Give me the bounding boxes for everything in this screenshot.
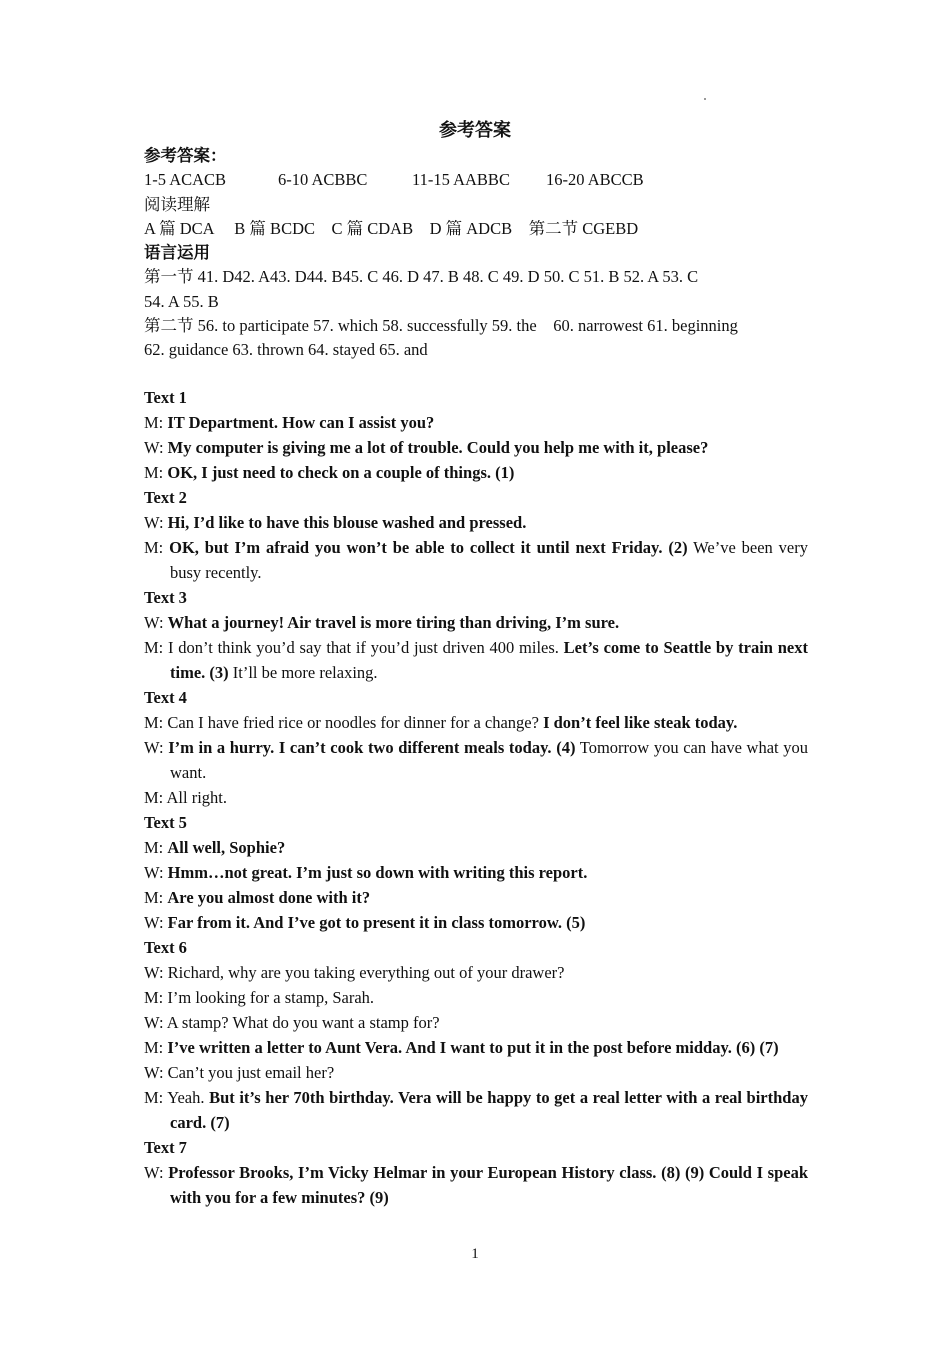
dialogue-line — [144, 460, 808, 485]
dialogue-line — [144, 635, 808, 685]
section1-answers-cont: 54. A 55. B — [144, 291, 219, 311]
dialogue-line — [144, 985, 808, 1010]
language-heading: 语言运用 — [144, 243, 210, 263]
speaker-label: M: — [144, 537, 170, 557]
speaker-label: W: — [144, 1062, 168, 1082]
speaker-label: M: — [144, 412, 168, 432]
dialogue-line — [144, 1035, 808, 1060]
answers-heading: 参考答案： — [144, 146, 227, 165]
dialogue-line — [144, 1010, 808, 1035]
section1-answers: 第一节 41. D42. A43. D44. B45. C 46. D 47. B 48. C 49. D 50. C 51. B 52. A 53. C — [144, 267, 699, 287]
key-sentence: My computer is giving me a lot of trouble. Could you help me with it, please? — [167, 437, 709, 457]
dialogue-text: A stamp? What do you want a stamp for? — [166, 1012, 440, 1032]
spacer — [144, 363, 808, 385]
dialogue-text: Tomorrow you can have what you want. — [170, 737, 808, 782]
key-sentence: Hi, I’d like to have this blouse washed and pressed. — [167, 512, 527, 532]
key-sentence: Professor Brooks, I’m Vicky Helmar in your European History class. (8) (9) Could I speak with you for a few minutes? (9) — [168, 1162, 809, 1207]
speaker-label: M: — [144, 1087, 168, 1107]
text-heading: Text 5 — [144, 812, 187, 832]
dialogue-text: I don’t think you’d say that if you’d just driven 400 miles. — [168, 637, 564, 657]
page-title: 参考答案 — [439, 120, 511, 140]
dialogue-line — [144, 910, 808, 935]
text-heading: Text 7 — [144, 1137, 187, 1157]
speaker-label: M: — [144, 462, 168, 482]
dialogue-line — [144, 510, 808, 535]
speaker-label: M: — [144, 987, 168, 1007]
dialogue-text: All right. — [166, 787, 227, 807]
reading-answers: A 篇 DCA B 篇 BCDC C 篇 CDAB D 篇 ADCB 第二节 CGEBD — [144, 218, 639, 238]
dialogue-line — [144, 410, 808, 435]
dialogue-line — [144, 885, 808, 910]
key-sentence: I’m in a hurry. I can’t cook two different meals today. (4) — [168, 737, 576, 757]
text-heading: Text 3 — [144, 587, 187, 607]
dialogue-line — [144, 785, 808, 810]
speaker-label: W: — [144, 862, 168, 882]
dialogue-line — [144, 835, 808, 860]
key-sentence: All well, Sophie? — [167, 837, 286, 857]
scan-speck — [704, 98, 706, 100]
dialogue-text: Can I have fried rice or noodles for dinner for a change? — [167, 712, 544, 732]
dialogue-line — [144, 435, 808, 460]
dialogue-text: I’m looking for a stamp, Sarah. — [167, 987, 375, 1007]
speaker-label: W: — [144, 437, 168, 457]
speaker-label: M: — [144, 637, 169, 657]
speaker-label: M: — [144, 837, 168, 857]
section2-answers-cont: 62. guidance 63. thrown 64. stayed 65. and — [144, 340, 428, 360]
dialogue-line — [144, 960, 808, 985]
speaker-label: W: — [144, 512, 168, 532]
key-sentence: I’ve written a letter to Aunt Vera. And I want to put it in the post before midday. (6) (7) — [167, 1037, 779, 1057]
speaker-label: W: — [144, 912, 168, 932]
text-heading: Text 4 — [144, 687, 187, 707]
key-sentence: OK, but I’m afraid you won’t be able to collect it until next Friday. (2) — [169, 537, 688, 557]
dialogue-text: It’ll be more relaxing. — [228, 662, 378, 682]
key-sentence: I don’t feel like steak today. — [543, 712, 738, 732]
speaker-label: W: — [144, 1162, 169, 1182]
dialogue-line — [144, 860, 808, 885]
dialogue-text: We’ve been very busy recently. — [170, 537, 808, 582]
key-sentence: OK, I just need to check on a couple of things. (1) — [167, 462, 515, 482]
speaker-label: W: — [144, 612, 168, 632]
text-heading: Text 6 — [144, 937, 187, 957]
key-sentence: What a journey! Air travel is more tiring than driving, I’m sure. — [167, 612, 620, 632]
key-sentence: IT Department. How can I assist you? — [167, 412, 435, 432]
text-heading: Text 2 — [144, 487, 187, 507]
answer-group: 11-15 AABBC — [412, 170, 510, 190]
page-number: 1 — [471, 1246, 479, 1262]
speaker-label: M: — [144, 1037, 168, 1057]
reading-heading: 阅读理解 — [144, 194, 210, 214]
text-heading: Text 1 — [144, 387, 187, 407]
dialogue-text: Richard, why are you taking everything out of your drawer? — [167, 962, 565, 982]
speaker-label: W: — [144, 1012, 167, 1032]
answer-group: 6-10 ACBBC — [278, 170, 368, 190]
speaker-label: M: — [144, 712, 168, 732]
dialogue-line — [144, 735, 808, 785]
speaker-label: M: — [144, 787, 167, 807]
section2-answers: 第二节 56. to participate 57. which 58. successfully 59. the 60. narrowest 61. beginning — [144, 316, 738, 336]
key-sentence: Let’s come to Seattle by train next time. (3) — [170, 637, 808, 682]
document-body — [144, 144, 808, 1210]
dialogue-line — [144, 1085, 808, 1135]
key-sentence: Hmm…not great. I’m just so down with writing this report. — [167, 862, 588, 882]
dialogue-text: Can’t you just email her? — [167, 1062, 335, 1082]
dialogue-line — [144, 1060, 808, 1085]
dialogue-line — [144, 710, 808, 735]
key-sentence: Are you almost done with it? — [167, 887, 371, 907]
dialogue-text: Yeah. — [167, 1087, 210, 1107]
dialogue-line — [144, 1160, 808, 1210]
key-sentence: Far from it. And I’ve got to present it in class tomorrow. (5) — [167, 912, 586, 932]
key-sentence: But it’s her 70th birthday. Vera will be happy to get a real letter with a real birthday card. (7) — [170, 1087, 808, 1132]
speaker-label: M: — [144, 887, 168, 907]
listening-answers-row — [144, 168, 808, 192]
answer-group: 1-5 ACACB — [144, 170, 227, 190]
dialogue-line — [144, 610, 808, 635]
speaker-label: W: — [144, 737, 169, 757]
answer-group: 16-20 ABCCB — [546, 170, 644, 190]
dialogue-line — [144, 535, 808, 585]
speaker-label: W: — [144, 962, 168, 982]
